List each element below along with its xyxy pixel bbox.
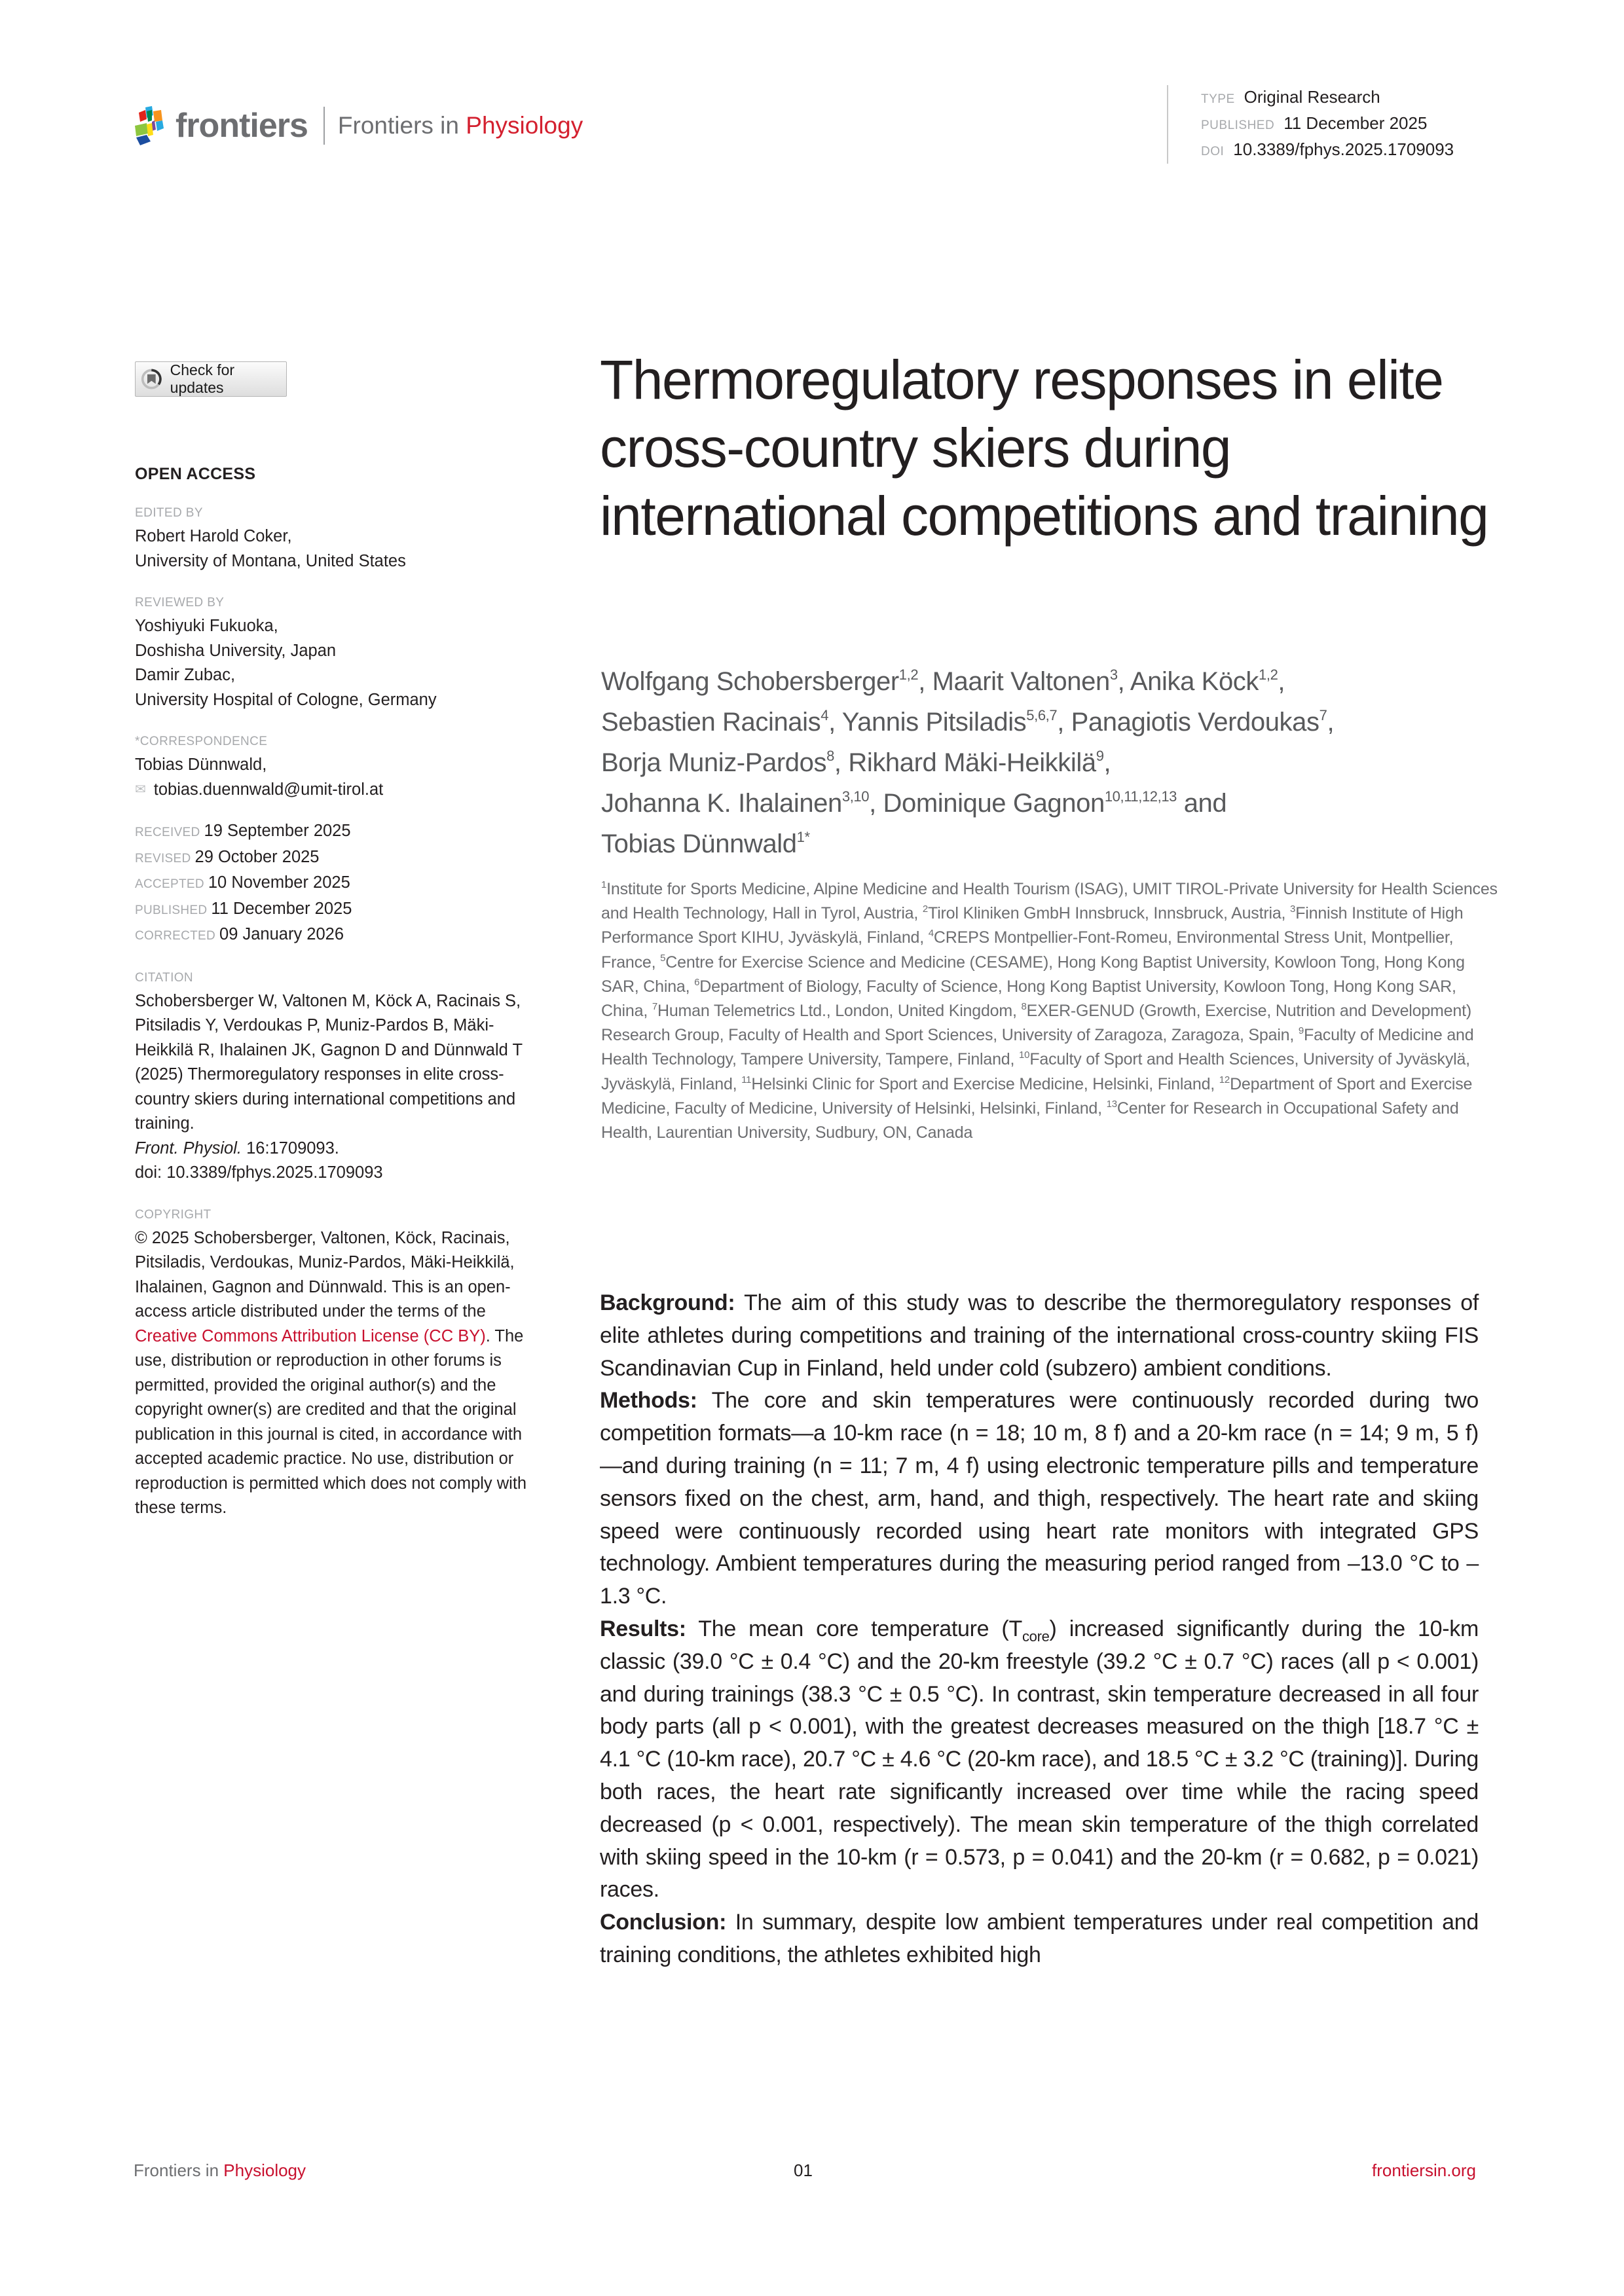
brand-wordmark: frontiers <box>175 107 308 145</box>
citation: Schobersberger W, Valtonen M, Köck A, Racinais S, Pitsiladis Y, Verdoukas P, Muniz-Pardos B, Mäki-Heikkilä R, Ihalainen JK, Gagnon D and Dünnwald T (2025) Thermoregulatory responses in elite cross-country skiers during international competitions and training. Front. Physiol. 16:1709093. doi: 10.3389/fphys.2025.1709093 <box>135 991 523 1182</box>
correspondence: Tobias Dünnwald, ✉ tobias.duennwald@umit-tirol.at <box>135 753 541 802</box>
author[interactable]: Panagiotis Verdoukas$^7$ <box>1071 707 1327 737</box>
journal-accent: Physiology <box>466 112 583 139</box>
reviewers: Yoshiyuki Fukuoka, Doshisha University, Japan Damir Zubac, University Hospital of Cologne, Germany <box>135 617 437 709</box>
envelope-icon: ✉ <box>135 782 146 797</box>
correspondence-email-link[interactable]: tobias.duennwald@umit-tirol.at <box>153 780 384 799</box>
author-list: Wolfgang Schobersberger$^{1,2}$, Maarit Valtonen$^3$, Anika Köck$^{1,2}$, Sebastien Racinais$^4$, Yannis Pitsiladis$^{5,6,7}$, Panagiotis Verdoukas$^7$, Borja Muniz-Pardos$^8$, Rikhard Mäki-Heikkilä$^9$, Johanna K. Ihalainen$^{3,10}$, Dominique Gagnon$^{10,11,12,13}$ and Tobias Dünnwald$^{1*}$ <box>601 666 1335 858</box>
edited-by-label: EDITED BY <box>135 506 203 520</box>
article-dates <box>135 819 541 949</box>
author[interactable]: Rikhard Mäki-Heikkilä$^9$ <box>848 748 1104 777</box>
date-corrected: CORRECTED 09 January 2026 <box>135 925 344 943</box>
reviewed-by-label: REVIEWED BY <box>135 596 225 610</box>
author[interactable]: Dominique Gagnon$^{10,11,12,13}$ <box>883 788 1177 818</box>
citation-doi-link[interactable]: doi: 10.3389/fphys.2025.1709093 <box>135 1163 383 1182</box>
open-access-label: OPEN ACCESS <box>135 465 256 483</box>
meta-doi: DOI 10.3389/fphys.2025.1709093 <box>1201 139 1454 159</box>
abstract-results: Results: The mean core temperature $(T_{core})$ increased significantly during the 10-km classic (39.0 °C ± 0.4 °C) and the 20-km freestyle (39.2 °C ± 0.7 °C) races (all p < 0.001) and during trainings (38.3 °C ± 0.5 °C). In contrast, skin temperature decreased in all four body parts (all p < 0.001), with the greatest decreases measured on the thigh [18.7 °C ± 4.1 °C (10-km race), 20.7 °C ± 4.6 °C (20-km race), and 18.5 °C ± 3.2 °C (training)]. During both races, the heart rate significantly increased over time while the racing speed decreased (p < 0.001, respectively). The mean skin temperature of the thigh correlated with skiing speed in the 10-km (r = 0.573, p = 0.041) and the 20-km (r = 0.682, p = 0.021) races. <box>600 1616 1479 1903</box>
journal-name <box>338 112 583 139</box>
crossmark-icon <box>141 367 162 391</box>
author[interactable]: Wolfgang Schobersberger$^{1,2}$ <box>601 666 919 696</box>
abstract-background: Background: The aim of this study was to describe the thermoregulatory responses of elite athletes during competitions and training of the international cross-country skiing FIS Scandinavian Cup in Finland, held under cold (subzero) ambient conditions. <box>600 1290 1479 1381</box>
page-number: 01 <box>794 2160 813 2180</box>
abstract-conclusion: Conclusion: In summary, despite low ambient temperatures under real competition and training conditions, the athletes exhibited high <box>600 1910 1479 1967</box>
header-divider <box>323 107 325 145</box>
author[interactable]: Anika Köck$^{1,2}$ <box>1130 666 1278 696</box>
author[interactable]: Johanna K. Ihalainen$^{3,10}$ <box>601 788 870 818</box>
journal-prefix: Frontiers in <box>337 112 459 139</box>
journal-header <box>134 106 583 145</box>
author[interactable]: Borja Muniz-Pardos$^8$ <box>601 748 834 777</box>
frontiers-logo-icon <box>134 106 169 145</box>
date-received: RECEIVED 19 September 2025 <box>135 822 351 840</box>
author[interactable]: Maarit Valtonen$^3$ <box>932 666 1118 696</box>
abstract-methods: Methods: The core and skin temperatures were continuously recorded during two competition formats—a 10-km race (n = 18; 10 m, 8 f) and a 20-km race (n = 14; 9 m, 5 f)—and during training (n = 11; 7 m, 4 f) using electronic temperature pills and temperature sensors fixed on the chest, arm, hand, and thigh, respectively. The heart rate and skiing speed were continuously recorded using heart rate monitors with integrated GPS technology. Ambient temperatures during the measuring period ranged from –13.0 °C to –1.3 °C. <box>600 1388 1479 1609</box>
author[interactable]: Yannis Pitsiladis$^{5,6,7}$ <box>841 707 1058 737</box>
meta-type: TYPE Original Research <box>1201 87 1380 107</box>
cc-by-license-link[interactable]: Creative Commons Attribution License (CC BY) <box>135 1326 486 1345</box>
affiliations: $^1$Institute for Sports Medicine, Alpine Medicine and Health Tourism (ISAG), UMIT TIROL-Private University for Health Sciences and Health Technology, Hall in Tyrol, Austria, $^2$Tirol Kliniken GmbH Innsbruck, Innsbruck, Austria, $^3$Finnish Institute of High Performance Sport KIHU, Jyväskylä, Finland, $^4$CREPS Montpellier-Font-Romeu, Environmental Stress Unit, Montpellier, France, $^5$Centre for Exercise Science and Medicine (CESAME), Hong Kong Baptist University, Kowloon Tong, Hong Kong SAR, China, $^6$Department of Biology, Faculty of Science, Hong Kong Baptist University, Kowloon Tong, Hong Kong SAR, China, $^7$Human Telemetrics Ltd., London, United Kingdom, $^8$EXER-GENUD (Growth, Exercise, Nutrition and Development) Research Group, Faculty of Health and Sport Sciences, University of Zaragoza, Zaragoza, Spain, $^9$Faculty of Medicine and Health Technology, Tampere University, Tampere, Finland, $^{10}$Faculty of Sport and Health Sciences, University of Jyväskylä, Jyväskylä, Finland, $^{11}$Helsinki Clinic for Sport and Exercise Medicine, Helsinki, Finland, $^{12}$Department of Sport and Exercise Medicine, Faculty of Medicine, University of Helsinki, Helsinki, Finland, $^{13}$Center for Research in Occupational Safety and Health, Laurentian University, Sudbury, ON, Canada <box>601 879 1498 1142</box>
citation-label: CITATION <box>135 970 194 985</box>
date-accepted: ACCEPTED 10 November 2025 <box>135 873 350 892</box>
doi-link[interactable]: 10.3389/fphys.2025.1709093 <box>1233 139 1454 159</box>
page-footer <box>134 2160 1476 2181</box>
footer-site-link[interactable]: frontiersin.org <box>1372 2160 1476 2180</box>
sidebar <box>135 361 541 1521</box>
copyright: © 2025 Schobersberger, Valtonen, Köck, Racinais, Pitsiladis, Verdoukas, Muniz-Pardos, Mäki-Heikkilä, Ihalainen, Gagnon and Dünnwald. This is an open-access article distributed under the terms of the Creative Commons Attribution License (CC BY). The use, distribution or reproduction in other forums is permitted, provided the original author(s) and the copyright owner(s) are credited and that the original publication in this journal is cited, in accordance with accepted academic practice. No use, distribution or reproduction is permitted which does not comply with these terms. <box>135 1228 527 1517</box>
editor: Robert Harold Coker, University of Montana, United States <box>135 527 406 570</box>
meta-published: PUBLISHED 11 December 2025 <box>1201 113 1428 133</box>
date-published: PUBLISHED 11 December 2025 <box>135 899 352 918</box>
author[interactable]: Sebastien Racinais$^4$ <box>601 707 829 737</box>
correspondence-label: *CORRESPONDENCE <box>135 735 268 748</box>
check-for-updates-button[interactable]: Check for updates <box>135 361 287 397</box>
article-meta <box>1167 85 1454 164</box>
date-revised: REVISED 29 October 2025 <box>135 847 320 866</box>
abstract <box>600 1287 1479 1972</box>
author[interactable]: Tobias Dünnwald$^{1*}$ <box>601 829 810 858</box>
article-title: Thermoregulatory responses in elite cross-country skiers during international competitions and training <box>600 349 1488 547</box>
copyright-label: COPYRIGHT <box>135 1207 212 1222</box>
footer-journal: Frontiers in Physiology <box>134 2160 306 2180</box>
